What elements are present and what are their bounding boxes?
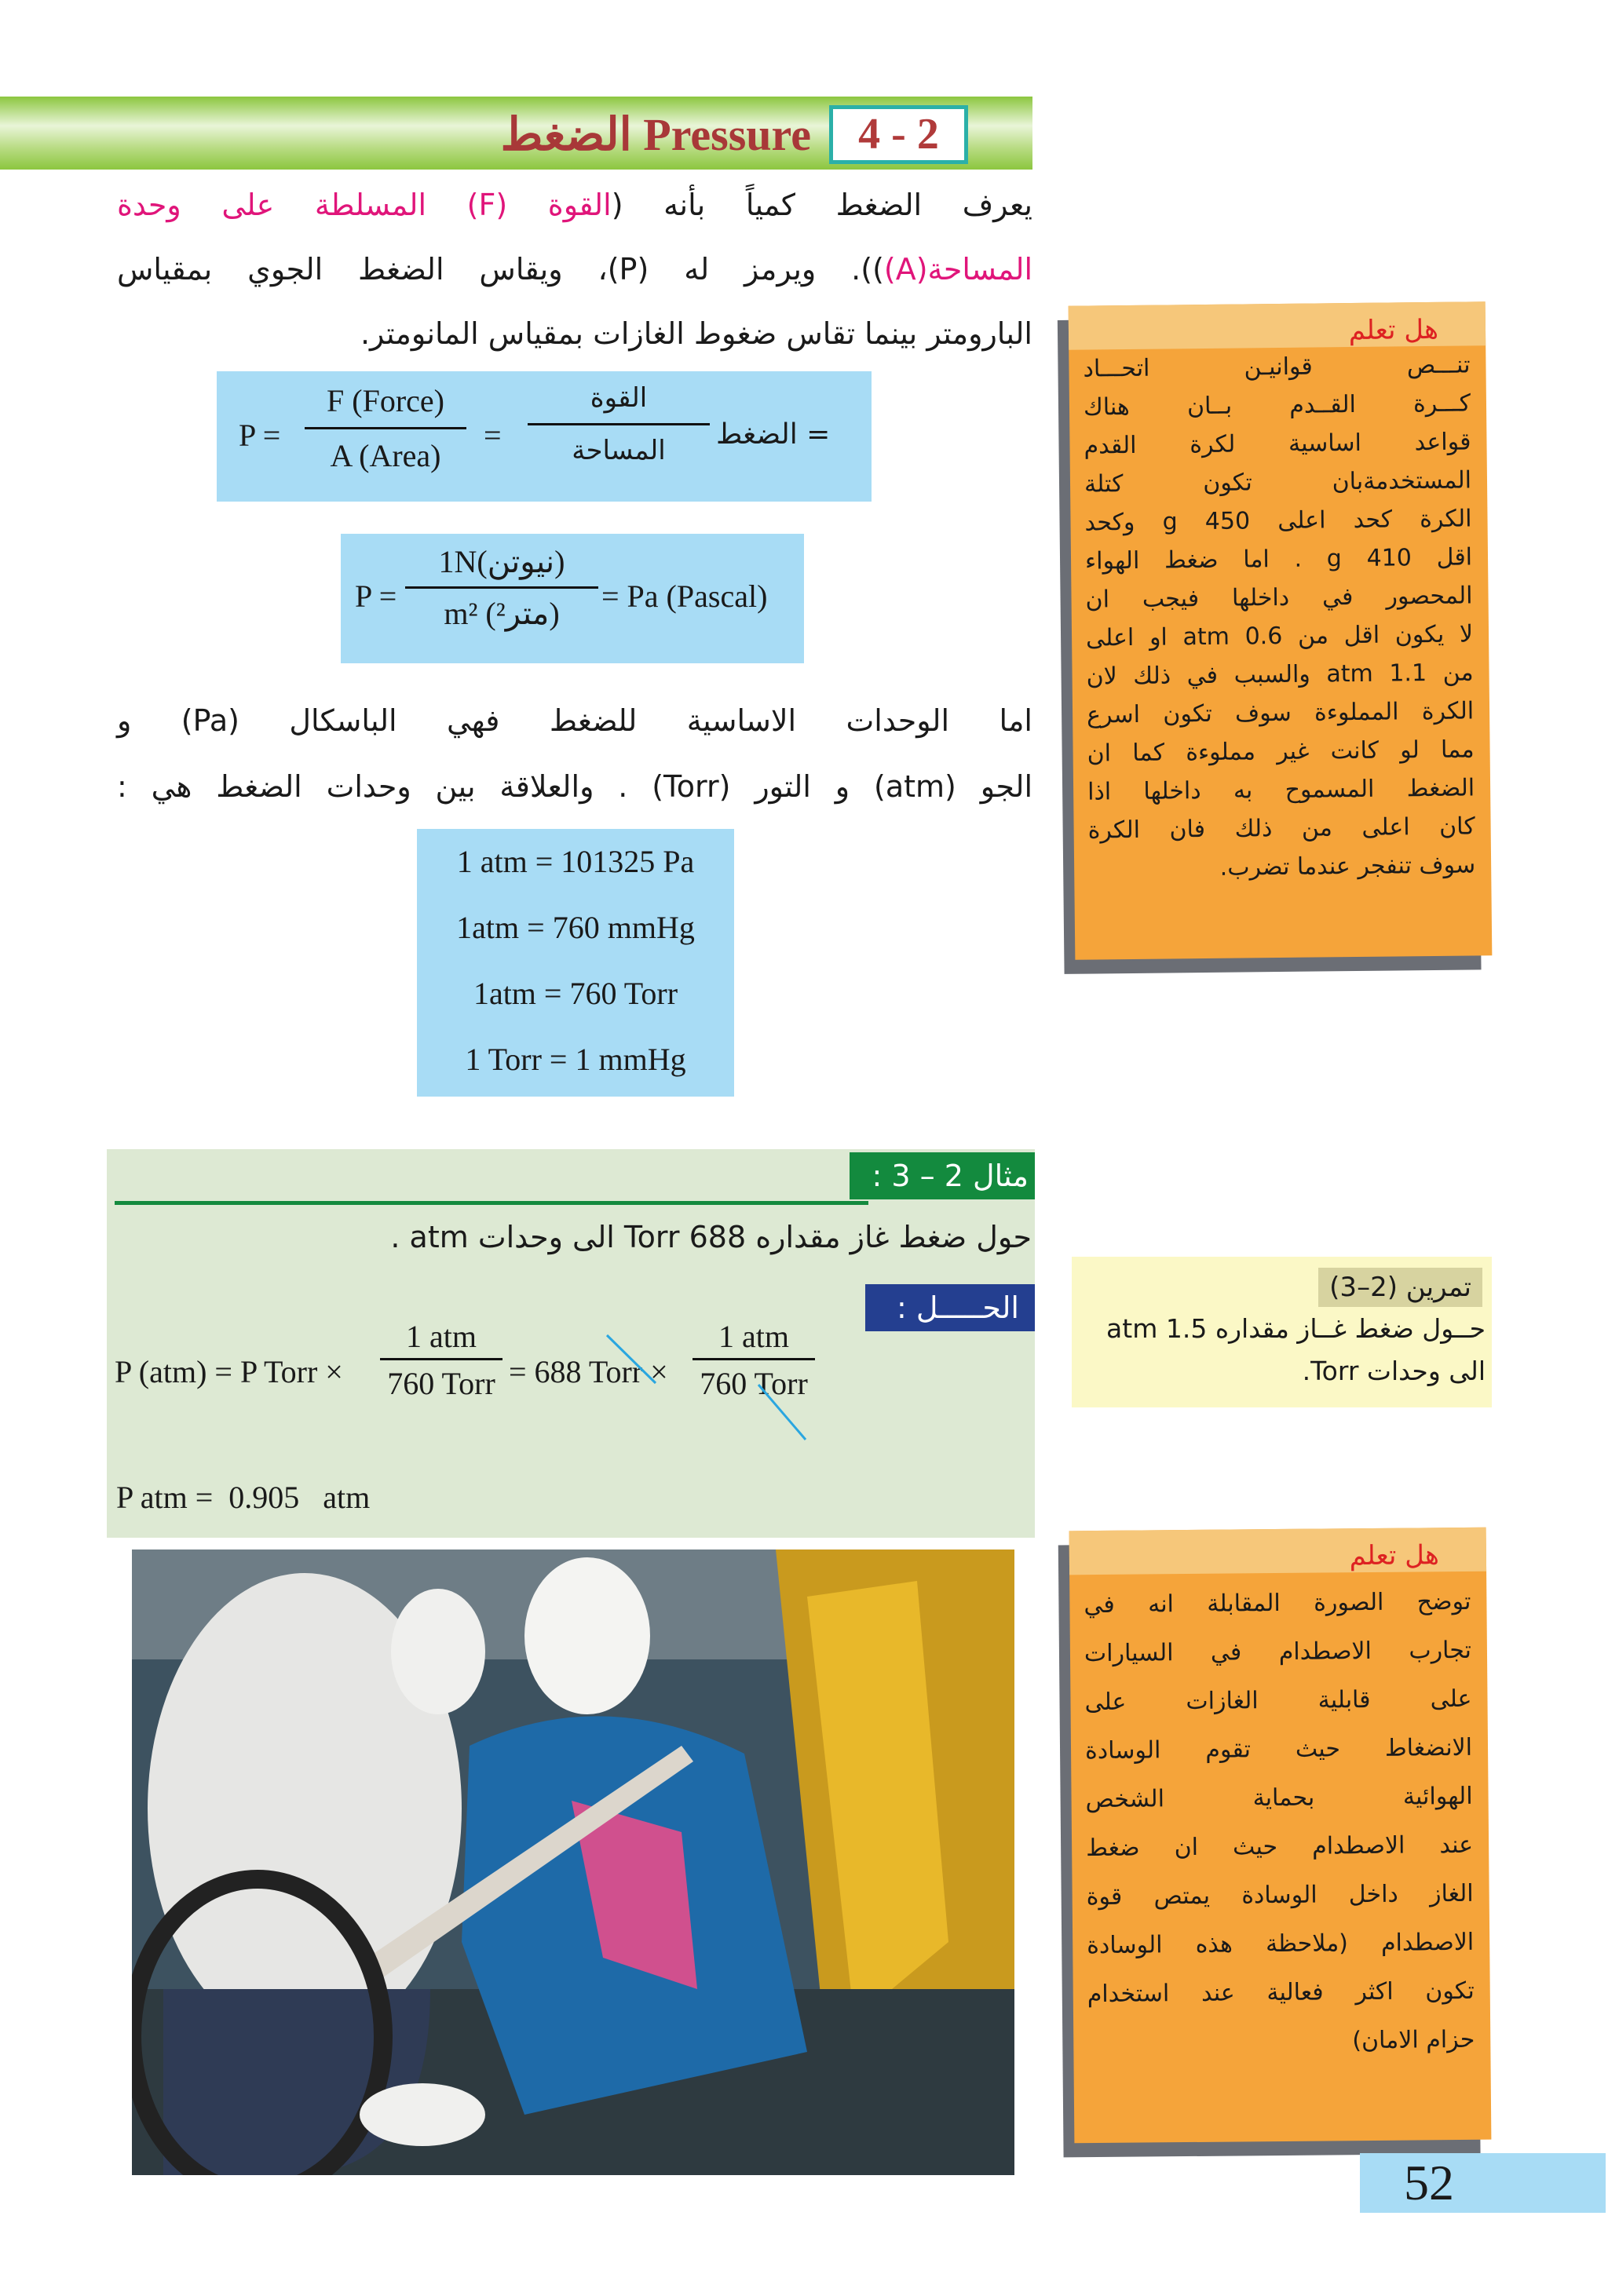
equation-mid: = 688 Torr ×	[509, 1354, 668, 1389]
intro-highlight: المساحة(A)	[883, 252, 1033, 287]
exercise-label: تمرين (2–3)	[1318, 1268, 1482, 1307]
numerator: 1 atm	[718, 1319, 789, 1354]
formula-fraction-en	[305, 382, 466, 474]
note-line: تكون اكثر فعالية عند استخدام	[1087, 1977, 1475, 2009]
note-line: مما لو كانت غير مملوءة كما ان	[1087, 736, 1475, 768]
solution-label: الحـــــل :	[865, 1284, 1035, 1331]
intro-line-3: البارومتر بينما تقاس ضغوط الغازات بمقياس المانومتر.	[360, 316, 1032, 351]
page-number: 52	[1360, 2153, 1606, 2213]
denominator: A (Area)	[330, 438, 441, 473]
did-you-know-note-2	[1069, 1528, 1492, 2144]
did-you-know-note-1	[1069, 301, 1493, 960]
intro-line-2	[117, 237, 1032, 301]
exercise-box	[1072, 1257, 1492, 1407]
formula-equals: =	[484, 418, 502, 453]
intro-text: يعرف الضغط كمياً بأنه (	[611, 188, 1032, 222]
denominator: 760 Torr	[700, 1366, 808, 1401]
note-line: الاصطدام (ملاحظة هذه الوسادة	[1087, 1928, 1475, 1960]
note-line: حزام الامان)	[1352, 2025, 1475, 2055]
pascal-unit: = Pa (Pascal)	[601, 579, 768, 614]
note-line: عند الاصطدام حيث ان ضغط	[1085, 1831, 1474, 1863]
exercise-line-2: الى وحدات Torr.	[1302, 1356, 1486, 1386]
pressure-formula-box	[217, 371, 872, 502]
numerator: F (Force)	[327, 383, 444, 418]
section-title: Pressure الضغط	[500, 109, 811, 160]
note-line: من 1.1 atm والسبب في ذلك لان	[1086, 659, 1474, 691]
formula-ar-label: = الضغط	[716, 418, 831, 451]
note-line: المستخدمةبان تكون كتلة	[1084, 466, 1472, 498]
denominator: المساحة	[572, 435, 666, 466]
example-label: مثال 2 – 3 :	[850, 1152, 1035, 1199]
unit-relation: 1 Torr = 1 mmHg	[465, 1042, 686, 1077]
note-line: توضح الصورة المقابلة انه في	[1084, 1587, 1471, 1619]
note-line: الغاز داخل الوسادة يمتص قوة	[1086, 1879, 1474, 1911]
equation-left: P (atm) = P Torr ×	[115, 1354, 343, 1389]
note-line: كان اعلى من ذلك فان الكرة	[1087, 812, 1475, 845]
example-question: حول ضغط غاز مقداره 688 Torr الى وحدات atm .	[390, 1220, 1032, 1254]
section-number: 4 - 2	[829, 105, 968, 164]
exercise-line-1: حــول ضغط غــاز مقداره 1.5 atm	[1106, 1313, 1486, 1344]
numerator: 1 atm	[406, 1319, 477, 1354]
intro-highlight: القوة (F) المسلطة على وحدة	[117, 188, 612, 222]
denominator: 760 Torr	[387, 1366, 495, 1401]
intro-line-1	[117, 173, 1032, 237]
note-line: اقل 410 g . اما ضغط الهواء	[1084, 543, 1473, 575]
note-line: سوف تنفجر عندما تضرب.	[1219, 851, 1476, 882]
note-line: الهوائية بحماية الشخص	[1085, 1782, 1473, 1814]
pascal-formula-box	[341, 534, 804, 663]
note-title: هل تعلم	[1069, 301, 1486, 350]
intro-text: )). ويرمز له (P)، ويقاس الضغط الجوي بمقياس	[117, 252, 884, 287]
unit-relation: 1atm = 760 mmHg	[456, 910, 695, 945]
note-line: على قابلية الغازات على	[1084, 1685, 1472, 1717]
note-line: لا يكون اقل من 0.6 atm او اعلى	[1085, 620, 1474, 652]
note-title: هل تعلم	[1069, 1528, 1486, 1575]
note-line: قواعد اساسية لكرة القدم	[1084, 428, 1471, 460]
note-line: المحصور في داخلها فيجب ان	[1085, 582, 1473, 614]
unit-relation: 1 atm = 101325 Pa	[456, 844, 695, 879]
unit-relation: 1atm = 760 Torr	[473, 976, 678, 1011]
note-line: الكرة المملوءة سوف تكون اسرع	[1086, 697, 1475, 729]
denominator: m² (²متر)	[444, 596, 560, 631]
pascal-fraction	[405, 543, 598, 632]
numerator: 1N(نيوتن)	[438, 544, 565, 579]
unit-relations-box	[417, 829, 734, 1097]
formula-fraction-ar	[528, 382, 710, 466]
note-line: الانضغاط حيث تقوم الوسادة	[1084, 1733, 1473, 1765]
formula-p: P =	[355, 579, 397, 614]
formula-p: P =	[239, 418, 281, 453]
units-intro-line-1: اما الوحدات الاساسية للضغط فهي الباسكال (Pa) و	[117, 703, 1032, 738]
numerator: القوة	[590, 382, 648, 414]
note-line: تجارب الاصطدام في السيارات	[1084, 1636, 1472, 1668]
example-box	[107, 1149, 1035, 1538]
units-intro-line-2: الجو (atm) و التور (Torr) . والعلاقة بين وحدات الضغط هي :	[117, 769, 1032, 804]
airbag-crash-test-photo	[132, 1550, 1014, 2175]
example-result: P atm = 0.905 atm	[116, 1480, 371, 1515]
note-line: تنـــص قوانيـن اتحـــاد	[1083, 351, 1471, 383]
note-line: الضغط المسموح به داخلها اذا	[1087, 774, 1475, 806]
note-line: الكرة كحد اعلى 450 g وكحد	[1084, 505, 1472, 537]
note-line: كـــرة القــدم بــان هناك	[1083, 389, 1471, 422]
